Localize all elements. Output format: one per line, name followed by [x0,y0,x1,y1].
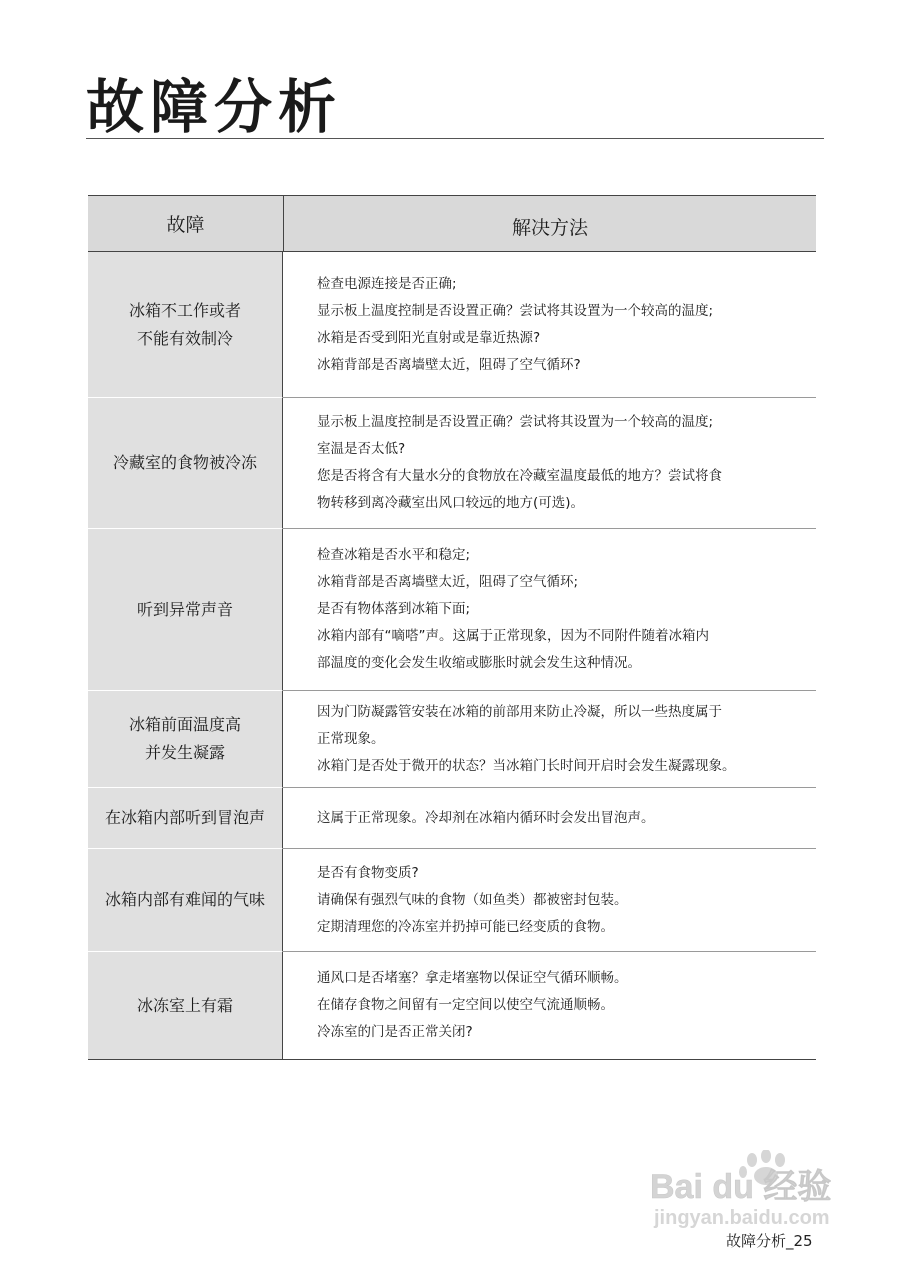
solution-line: 室温是否太低? [317,441,406,457]
solution-cell [283,691,816,788]
solution-cell [283,849,816,952]
solution-line: 部温度的变化会发生收缩或膨胀时就会发生这种情况。 [317,655,641,671]
page-title: 故障分析 [86,73,343,141]
solution-cell [283,952,816,1060]
fault-line: 并发生凝露 [144,743,225,762]
table-row [88,788,816,849]
table-row [88,849,816,952]
fault-cell [88,398,283,529]
solution-line: 通风口是否堵塞？拿走堵塞物以保证空气循环顺畅。 [317,970,628,986]
solution-line: 显示板上温度控制是否设置正确？尝试将其设置为一个较高的温度; [317,302,714,319]
solution-cell [283,252,816,398]
solution-line: 是否有食物变质? [317,864,419,881]
solution-line: 显示板上温度控制是否设置正确？尝试将其设置为一个较高的温度; [317,414,714,430]
table-header [88,196,816,252]
solution-line: 物转移到离冷藏室出风口较远的地方(可选)。 [317,495,585,511]
fault-cell [88,252,283,398]
fault-line: 冰箱内部有难闻的气味 [104,890,265,909]
fault-cell [88,849,283,952]
page-footer: 故障分析_25 [726,1232,813,1250]
solution-cell [283,529,816,691]
solution-line: 这属于正常现象。冷却剂在冰箱内循环时会发出冒泡声。 [317,809,655,826]
solution-line: 冷冻室的门是否正常关闭? [317,1024,473,1040]
solution-line: 在储存食物之间留有一定空间以使空气流通顺畅。 [317,997,614,1013]
baidu-jingyan-watermark [650,1150,860,1230]
solution-cell [283,788,816,849]
solution-line: 冰箱是否受到阳光直射或是靠近热源? [317,329,541,346]
solution-line: 检查电源连接是否正确; [317,275,457,292]
fault-line: 冰箱不工作或者 [128,300,241,320]
fault-line: 冷藏室的食物被冷冻 [112,453,257,472]
fault-cell [88,788,283,849]
fault-line: 不能有效制冷 [136,328,233,348]
table-row [88,529,816,691]
table-row [88,691,816,788]
solution-line: 检查冰箱是否水平和稳定; [317,547,471,563]
solution-line: 您是否将含有大量水分的食物放在冷藏室温度最低的地方？尝试将食 [317,468,722,484]
solution-line: 因为门防凝露管安装在冰箱的前部用来防止冷凝，所以一些热度属于 [317,703,722,720]
solution-line: 是否有物体落到冰箱下面; [317,601,471,617]
solution-line: 冰箱内部有“嘀嗒”声。这属于正常现象，因为不同附件随着冰箱内 [317,628,709,644]
fault-line: 听到异常声音 [136,599,233,619]
header-solution: 解决方法 [284,196,816,251]
table-row [88,952,816,1060]
header-fault: 故障 [88,196,284,251]
table-row [88,252,816,398]
troubleshooting-table [88,195,816,1060]
solution-line: 定期清理您的冷冻室并扔掉可能已经变质的食物。 [317,918,614,935]
solution-line: 冰箱背部是否离墙壁太近，阻碍了空气循环? [317,356,581,373]
watermark-url: jingyan.baidu.com [654,1207,830,1229]
fault-cell [88,529,283,691]
solution-cell [283,398,816,529]
fault-line: 冰冻室上有霜 [136,995,233,1015]
watermark-logo: Bai du 经验 [650,1168,832,1206]
solution-line: 冰箱背部是否离墙壁太近，阻碍了空气循环; [317,574,579,590]
fault-line: 冰箱前面温度高 [128,715,241,734]
fault-line: 在冰箱内部听到冒泡声 [104,808,265,827]
solution-line: 冰箱门是否处于微开的状态？当冰箱门长时间开启时会发生凝露现象。 [317,757,736,774]
fault-cell [88,691,283,788]
fault-cell [88,952,283,1060]
title-divider [86,138,824,139]
solution-line: 请确保有强烈气味的食物（如鱼类）都被密封包装。 [317,891,628,908]
solution-line: 正常现象。 [317,730,385,747]
table-row [88,398,816,529]
